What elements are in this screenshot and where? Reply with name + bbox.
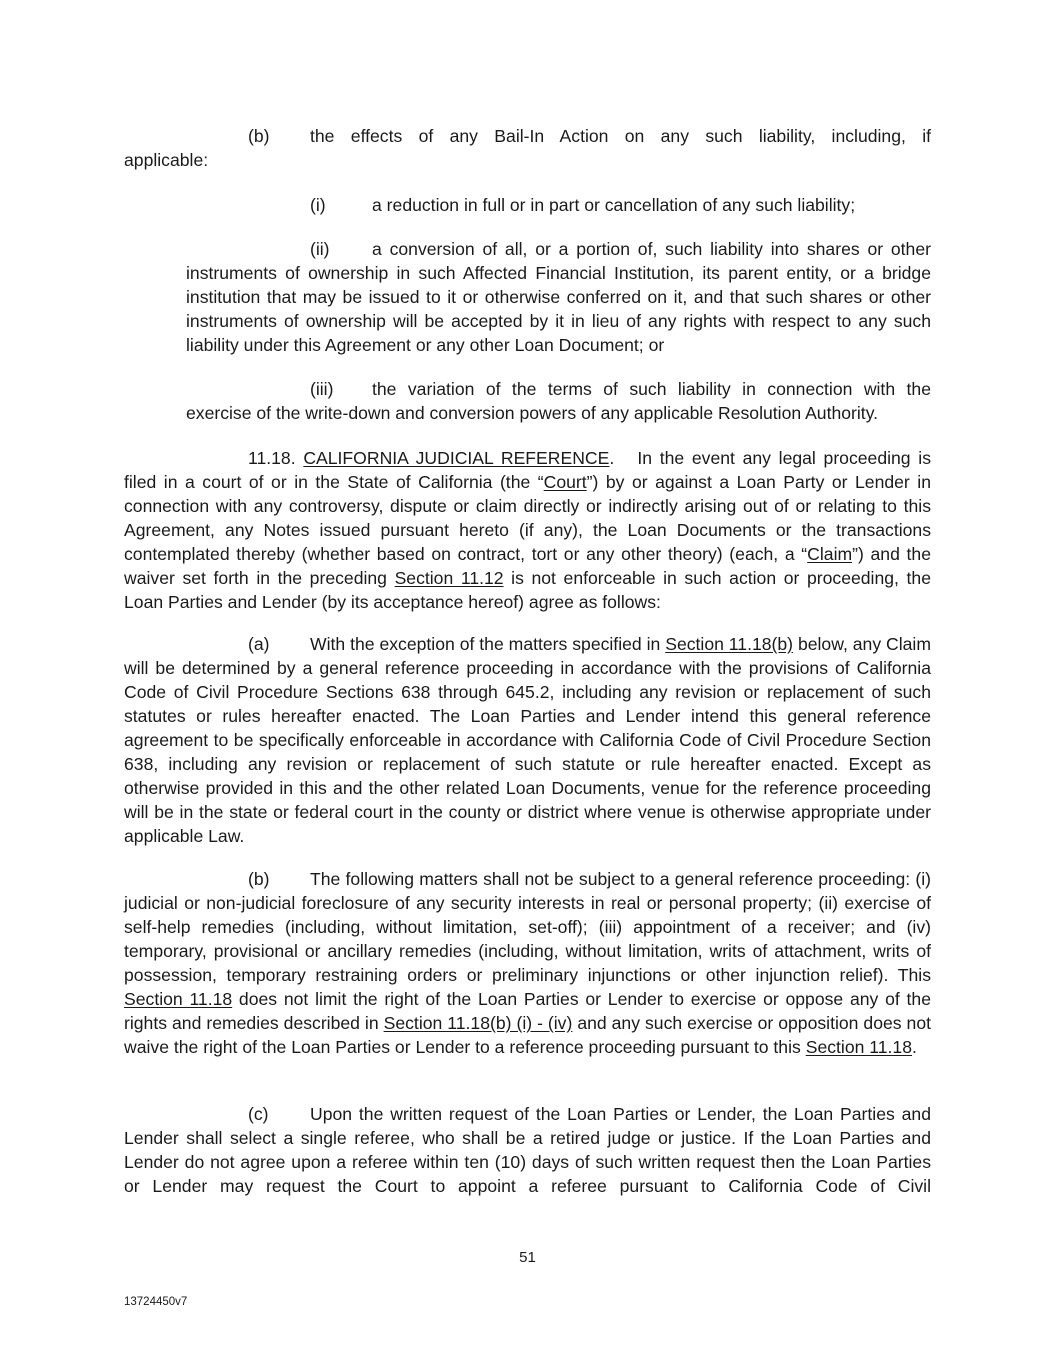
paragraph-b-text-4: .: [912, 1037, 917, 1057]
intro-text-1: In the event any legal proceeding is filed in a court of or in the State of California (the “: [124, 448, 931, 492]
clause-i-text: a reduction in full or in part or cancellation of any such liability;: [372, 195, 856, 215]
defined-term-court: Court: [543, 472, 587, 492]
document-id: 13724450v7: [124, 1296, 188, 1308]
paragraph-c: [124, 1102, 931, 1198]
clause-i: [310, 193, 931, 217]
clause-ii: [186, 237, 931, 357]
clause-iii-first-line: the variation of the terms of such liability in connection with the: [372, 379, 931, 399]
clause-b-label: (b): [248, 126, 270, 146]
intro-text-2: ”) by or against a Loan Party or Lender in connection with any controversy, dispute or claim directly or indirectly arising out of or relating to this Agreement, any Notes issued pursuant hereto (if any), the Loan Documents or the transactions contemplated thereby (whether based on contract, tort or any other theory) (each, a “: [124, 472, 931, 564]
paragraph-b: [124, 867, 931, 1059]
paragraph-b-text-2: does not limit the right of the Loan Parties or Lender to exercise or oppose any of the rights and remedies described in: [124, 989, 931, 1033]
paragraph-a-text-2: below, any Claim will be determined by a general reference proceeding in accordance with the provisions of California Code of Civil Procedure Sections 638 through 645.2, including any revision or replacement of such statutes or rules hereafter enacted. The Loan Parties and Lender intend this general reference agreement to be specifically enforceable in accordance with California Code of Civil Procedure Section 638, including any revision or replacement of such statute or rule hereafter enacted. Except as otherwise provided in this and the other related Loan Documents, venue for the reference proceeding will be in the state or federal court in the county or district where venue is otherwise appropriate under applicable Law.: [124, 634, 931, 846]
clause-iii: [186, 377, 931, 425]
clause-ii-label: (ii): [310, 239, 330, 259]
intro-text-4: is not enforceable in such action or proceeding, the Loan Parties and Lender (by its acceptance hereof) agree as follows:: [124, 568, 931, 612]
paragraph-c-label: (c): [248, 1104, 269, 1124]
paragraph-a-text-1: With the exception of the matters specified in: [310, 634, 666, 654]
section-number: 11.18.: [248, 448, 296, 468]
cross-ref-section-11-18b-i-iv: Section 11.18(b) (i) - (iv): [383, 1013, 573, 1033]
defined-term-claim: Claim: [807, 544, 853, 564]
cross-ref-section-11-18b: Section 11.18(b): [665, 634, 794, 654]
clause-ii-first-line: a conversion of all, or a portion of, such liability into shares or other: [372, 239, 931, 259]
cross-ref-section-11-18: Section 11.18: [124, 989, 233, 1009]
clause-iii-label: (iii): [310, 379, 334, 399]
clause-iii-rest: exercise of the write-down and conversion powers of any applicable Resolution Authority.: [186, 403, 879, 423]
page-number: 51: [519, 1249, 536, 1266]
heading-period: .: [609, 448, 615, 468]
paragraph-a-label: (a): [248, 634, 270, 654]
cross-ref-section-11-12: Section 11.12: [394, 568, 504, 588]
clause-i-label: (i): [310, 195, 326, 215]
intro-text-3: ”) and the waiver set forth in the preceding: [124, 544, 931, 588]
paragraph-b-text-1: The following matters shall not be subject to a general reference proceeding: (i) judicial or non-judicial foreclosure of any security interests in real or personal property; (ii) exercise of self-help remedies (including, without limitation, set-off); (iii) appointment of a receiver; and (iv) temporary, provisional or ancillary remedies (including, without limitation, writs of attachment, writs of possession, temporary restraining orders or preliminary injunctions or other injunction relief). This: [124, 869, 931, 985]
paragraph-c-text: Upon the written request of the Loan Parties or Lender, the Loan Parties and Lender shall select a single referee, who shall be a retired judge or justice. If the Loan Parties and Lender do not agree upon a referee within ten (10) days of such written request then the Loan Parties or Lender may request the Court to appoint a referee pursuant to California Code of Civil: [124, 1104, 931, 1196]
clause-b-continuation: applicable:: [124, 150, 209, 170]
clause-ii-rest: instruments of ownership in such Affected Financial Institution, its parent entity, or a bridge institution that may be issued to it or otherwise conferred on it, and that such shares or other instruments of ownership will be accepted by it in lieu of any rights with respect to any such liability under this Agreement or any other Loan Document; or: [186, 263, 931, 355]
paragraph-a: [124, 632, 931, 848]
section-11-18-intro: [124, 446, 931, 614]
section-heading: CALIFORNIA JUDICIAL REFERENCE: [303, 448, 610, 468]
clause-b-bail-in: [124, 124, 931, 172]
paragraph-b-text-3: and any such exercise or opposition does not waive the right of the Loan Parties or Lender to a reference proceeding pursuant to this: [124, 1013, 932, 1057]
paragraph-b-label: (b): [248, 869, 270, 889]
clause-b-text: the effects of any Bail-In Action on any such liability, including, if: [310, 126, 931, 146]
cross-ref-section-11-18-end: Section 11.18: [805, 1037, 912, 1057]
